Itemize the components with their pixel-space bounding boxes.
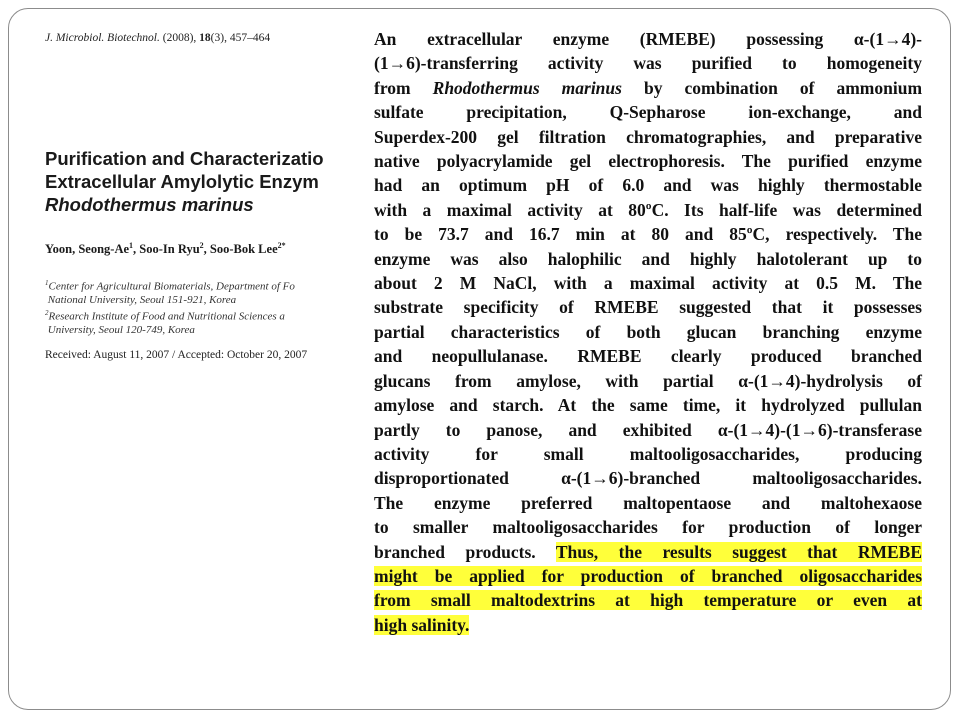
abstract-excerpt: [374, 27, 922, 637]
author-name: , Soo-In Ryu: [133, 242, 200, 257]
highlighted-conclusion: might be applied for production of branched oligosaccharides: [374, 565, 922, 586]
abstract-line: activity for small maltooligosaccharides, producing: [374, 443, 922, 464]
abstract-line: partial characteristics of both glucan branching enzyme: [374, 321, 922, 342]
abstract-line: to be 73.7 and 16.7 min at 80 and 85ºC, respectively. The: [374, 224, 922, 245]
abstract-line: [374, 613, 922, 637]
abstract-text: branched products.: [374, 541, 556, 562]
affil-text: National University, Seoul 151-921, Korea: [47, 294, 237, 307]
journal-issue-pages: (3), 457–464: [210, 32, 271, 44]
abstract-line: with a maximal activity at 80ºC. Its half-life was determined: [374, 199, 922, 220]
affil-text: Research Institute of Food and Nutritional Sciences a: [48, 310, 285, 323]
paper-title: [45, 147, 324, 216]
author-name: Yoon, Seong-Ae: [45, 242, 130, 257]
abstract-line: substrate specificity of RMEBE suggested that it possesses: [374, 297, 922, 318]
title-line: Rhodothermus marinus: [45, 194, 254, 215]
author-name: , Soo-Bok Lee: [203, 242, 278, 257]
journal-reference: [45, 32, 270, 44]
paper-header-excerpt: [9, 9, 375, 709]
author-affil-mark: 2*: [277, 241, 286, 250]
species-name: Rhodothermus marinus: [432, 77, 622, 98]
highlighted-conclusion: Thus, the results suggest that RMEBE: [555, 541, 922, 562]
abstract-text: by combination of ammonium: [621, 77, 923, 98]
abstract-line: native polyacrylamide gel electrophoresis. The purified enzyme: [374, 151, 922, 172]
abstract-line: to smaller maltooligosaccharides for production of longer: [374, 517, 922, 538]
journal-volume: 18: [199, 32, 211, 44]
abstract-line: Superdex-200 gel filtration chromatographies, and preparative: [374, 126, 922, 147]
highlighted-conclusion: from small maltodextrins at high temperature or even at: [374, 590, 922, 611]
journal-name: J. Microbiol. Biotechnol.: [45, 32, 160, 44]
abstract-line: had an optimum pH of 6.0 and was highly thermostable: [374, 175, 922, 196]
abstract-line: The enzyme preferred maltopentaose and maltohexaose: [374, 492, 922, 513]
abstract-line: glucans from amylose, with partial α-(1→4)-hydrolysis of: [374, 370, 922, 391]
abstract-line: and neopullulanase. RMEBE clearly produced branched: [374, 346, 922, 367]
affil-mark: 2: [45, 309, 49, 317]
journal-year: (2008),: [162, 32, 197, 44]
abstract-line: [374, 76, 922, 100]
author-affil-mark: 1: [129, 241, 134, 250]
abstract-line: partly to panose, and exhibited α-(1→4)-(1→6)-transferase: [374, 419, 922, 440]
slide-frame: [8, 8, 951, 710]
abstract-line: [374, 564, 922, 588]
abstract-line: about 2 M NaCl, with a maximal activity at 0.5 M. The: [374, 273, 922, 294]
received-accepted-dates: Received: August 11, 2007 / Accepted: October 20, 2007: [45, 349, 308, 361]
abstract-line: [374, 540, 922, 564]
affiliation-2: [45, 307, 285, 338]
author-list: [45, 241, 286, 257]
affiliation-1: [45, 277, 295, 308]
title-line: Extracellular Amylolytic Enzym: [45, 171, 319, 192]
highlighted-conclusion: high salinity.: [374, 614, 470, 635]
abstract-line: [374, 588, 922, 612]
abstract-text: from: [374, 77, 433, 98]
abstract-line: disproportionated α-(1→6)-branched maltooligosaccharides.: [374, 468, 922, 489]
affil-text: University, Seoul 120-749, Korea: [47, 324, 195, 337]
abstract-line: sulfate precipitation, Q-Sepharose ion-exchange, and: [374, 102, 922, 123]
abstract-line: enzyme was also halophilic and highly halotolerant up to: [374, 248, 922, 269]
abstract-line: amylose and starch. At the same time, it hydrolyzed pullulan: [374, 395, 922, 416]
affil-mark: 1: [45, 279, 49, 287]
abstract-line: (1→6)-transferring activity was purified to homogeneity: [374, 53, 922, 74]
author-affil-mark: 2: [199, 241, 204, 250]
abstract-line: An extracellular enzyme (RMEBE) possessing α-(1→4)-: [374, 29, 922, 49]
title-line: Purification and Characterizatio: [45, 148, 324, 169]
affil-text: Center for Agricultural Biomaterials, Department of Fo: [48, 280, 295, 293]
